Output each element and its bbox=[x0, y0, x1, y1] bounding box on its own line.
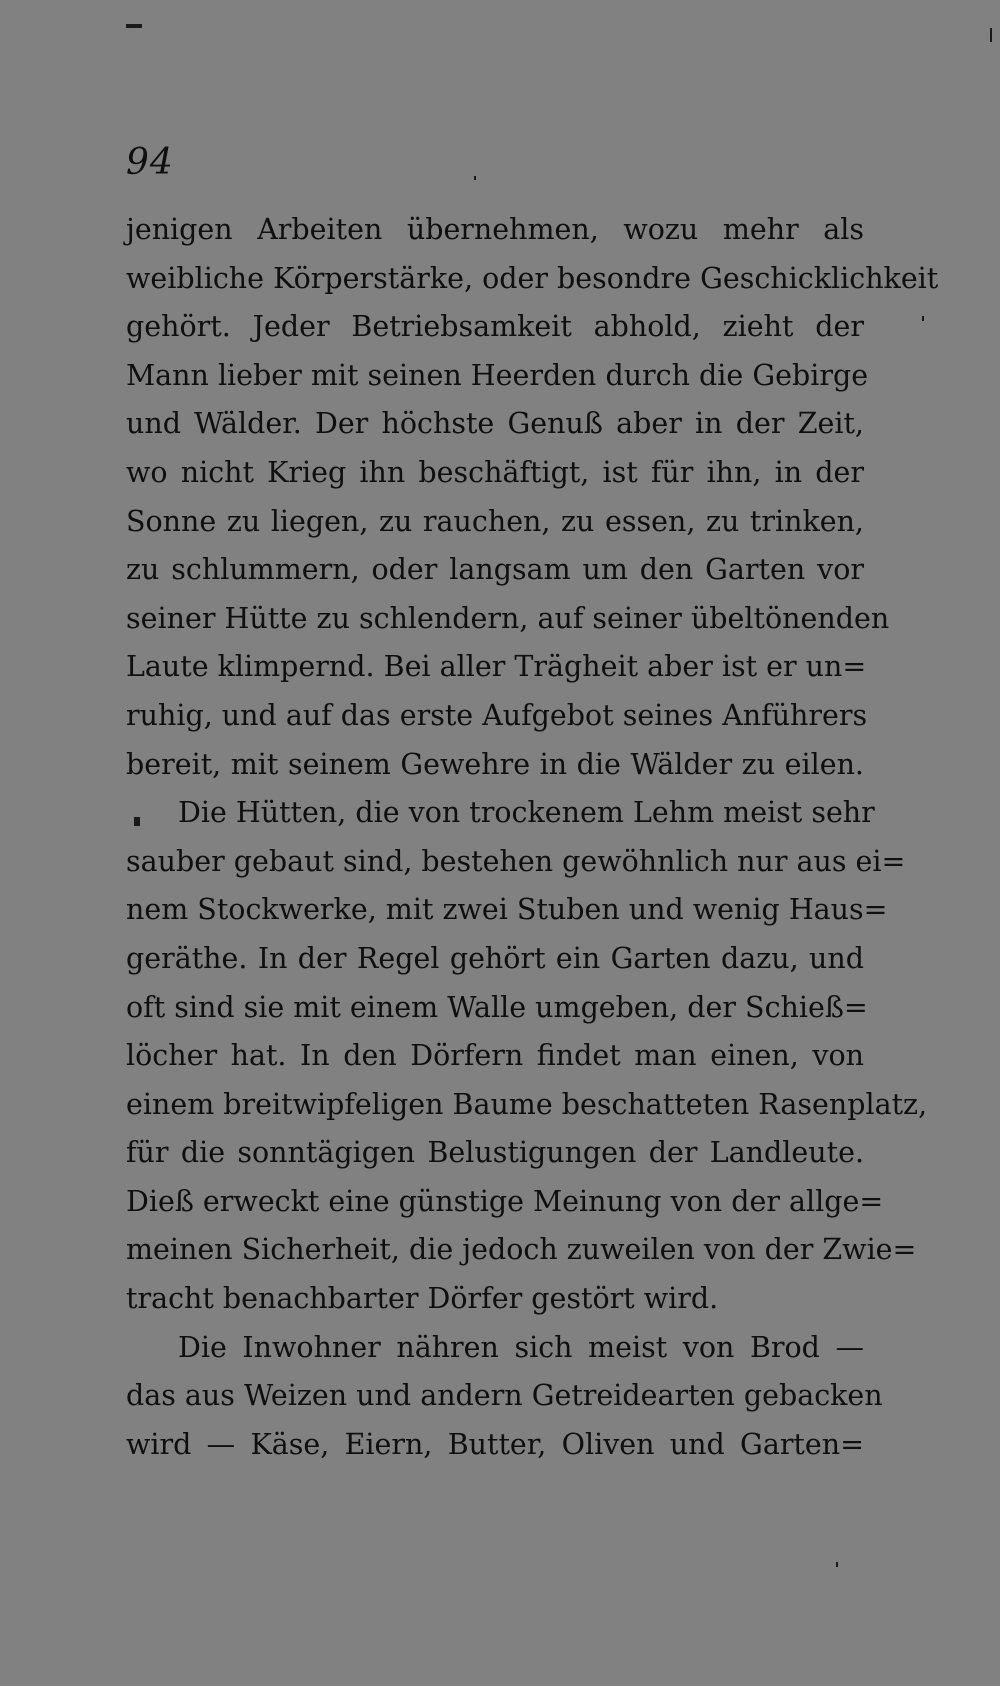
body-text bbox=[126, 206, 939, 1469]
scan-speck bbox=[134, 817, 140, 826]
text-line: meinen Sicherheit, die jedoch zuweilen von der Zwie= bbox=[126, 1233, 917, 1267]
scan-speck bbox=[126, 24, 142, 28]
text-line: löcher hat. In den Dörfern findet man einen, von bbox=[126, 1039, 864, 1073]
text-line: Dieß erweckt eine günstige Meinung von der allge= bbox=[126, 1184, 884, 1218]
text-line: seiner Hütte zu schlendern, auf seiner übeltönenden bbox=[126, 601, 890, 635]
scan-speck bbox=[990, 28, 992, 42]
scan-speck bbox=[836, 1562, 838, 1567]
text-line: einem breitwipfeligen Baume beschatteten Rasenplatz, bbox=[126, 1087, 928, 1121]
text-line: weibliche Körperstärke, oder besondre Geschicklichkeit bbox=[126, 261, 939, 295]
text-line: Sonne zu liegen, zu rauchen, zu essen, zu trinken, bbox=[126, 504, 864, 538]
text-line: jenigen Arbeiten übernehmen, wozu mehr als bbox=[126, 213, 864, 246]
text-line: Die Inwohner nähren sich meist von Brod — bbox=[178, 1330, 864, 1364]
scan-speck bbox=[474, 176, 476, 180]
text-line: Laute klimpernd. Bei aller Trägheit aber ist er un= bbox=[126, 650, 867, 684]
text-line: wo nicht Krieg ihn beschäftigt, ist für ihn, in der bbox=[126, 455, 864, 489]
text-line: oft sind sie mit einem Walle umgeben, der Schieß= bbox=[126, 990, 868, 1024]
scan-speck bbox=[922, 316, 924, 321]
text-line: zu schlummern, oder langsam um den Garten vor bbox=[126, 553, 864, 587]
text-line: Mann lieber mit seinen Heerden durch die Gebirge bbox=[126, 358, 869, 392]
text-line: ruhig, und auf das erste Aufgebot seines Anführers bbox=[126, 698, 868, 732]
text-line: wird — Käse, Eiern, Butter, Oliven und Garten= bbox=[126, 1427, 864, 1461]
text-line: und Wälder. Der höchste Genuß aber in der Zeit, bbox=[126, 407, 864, 441]
text-line: sauber gebaut sind, bestehen gewöhnlich nur aus ei= bbox=[126, 844, 906, 878]
text-line: geräthe. In der Regel gehört ein Garten dazu, und bbox=[126, 941, 864, 975]
text-line: für die sonntägigen Belustigungen der Landleute. bbox=[126, 1136, 864, 1170]
text-line: nem Stockwerke, mit zwei Stuben und wenig Haus= bbox=[126, 893, 888, 927]
text-line: bereit, mit seinem Gewehre in die Wälder zu eilen. bbox=[126, 747, 864, 781]
text-line: das aus Weizen und andern Getreidearten gebacken bbox=[126, 1379, 883, 1413]
text-line: tracht benachbarter Dörfer gestört wird. bbox=[126, 1282, 719, 1316]
page-number: 94 bbox=[126, 142, 174, 183]
text-line: Die Hütten, die von trockenem Lehm meist sehr bbox=[178, 796, 875, 830]
text-line: gehört. Jeder Betriebsamkeit abhold, zieht der bbox=[126, 310, 864, 344]
